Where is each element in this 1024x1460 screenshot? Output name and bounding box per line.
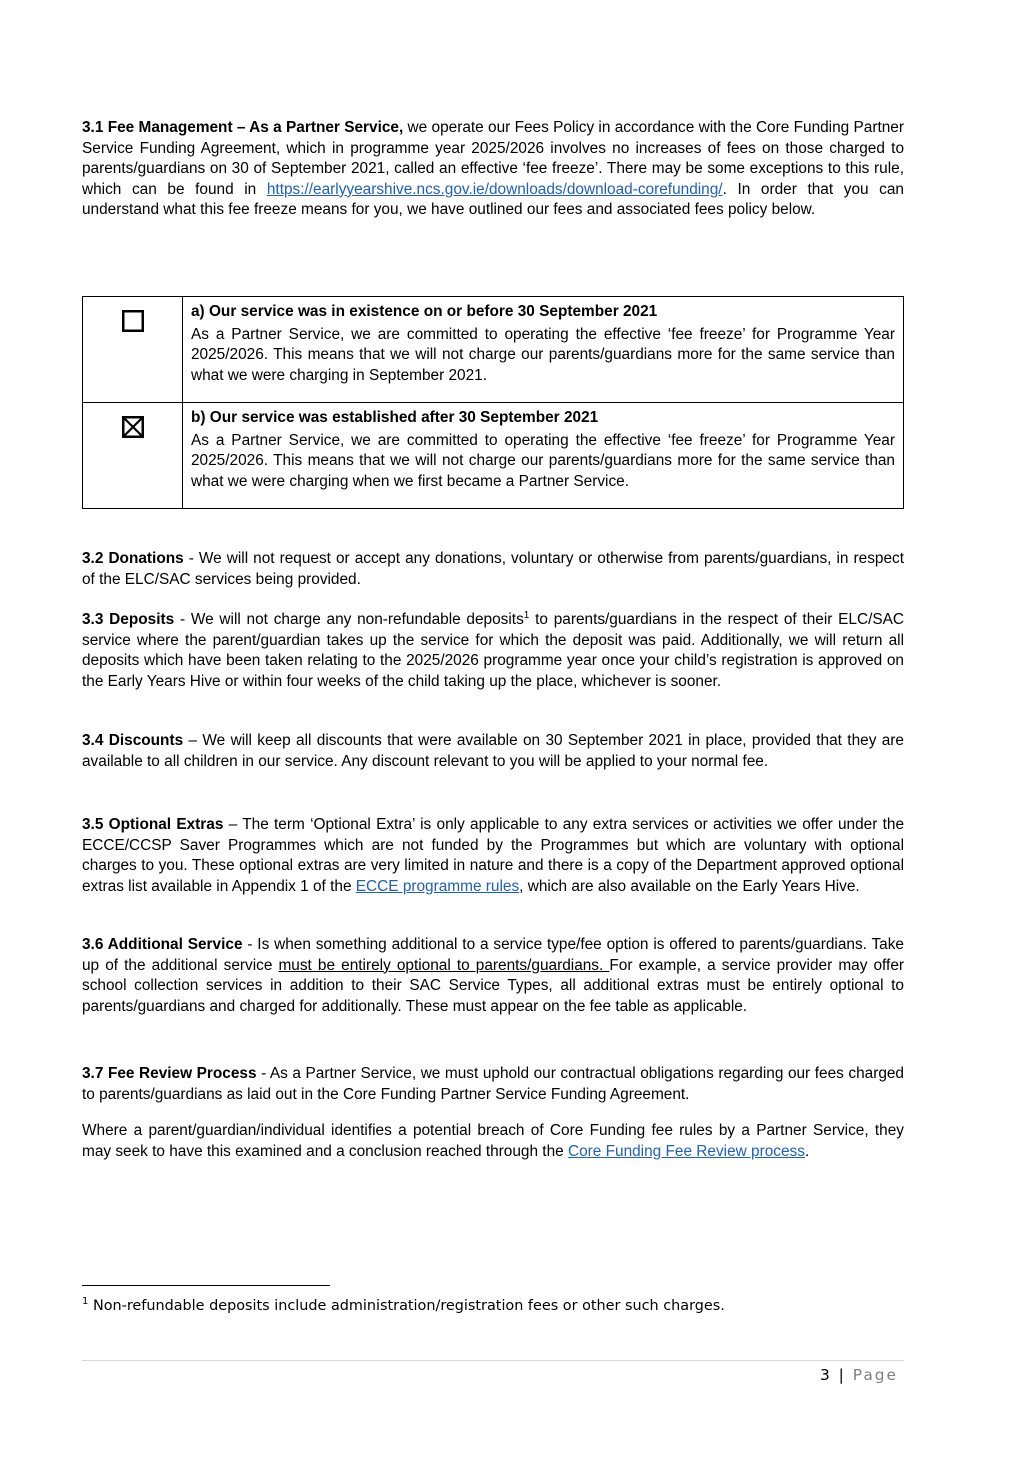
footnote	[82, 1297, 725, 1315]
section-3-2-donations	[82, 549, 904, 590]
section-3-4-discounts	[82, 731, 904, 772]
ecce-programme-rules-link[interactable]: ECCE programme rules	[355, 877, 520, 895]
section-3-6-heading: 3.6 Additional Service	[82, 936, 243, 953]
section-3-3-heading: 3.3 Deposits	[82, 611, 175, 628]
footnote-separator	[82, 1285, 330, 1286]
section-3-6-additional-service	[82, 935, 904, 1017]
section-3-5-optional-extras	[82, 815, 904, 897]
option-row-a	[83, 297, 904, 403]
page-word: Page	[852, 1366, 898, 1384]
core-funding-fee-review-link[interactable]: Core Funding Fee Review process	[567, 1142, 805, 1160]
corefunding-download-link[interactable]: https://earlyyearshive.ncs.gov.ie/downloads/download-corefunding/	[266, 180, 723, 198]
section-3-3-text: - We will not charge any non-refundable deposits	[174, 611, 524, 628]
option-b-body: As a Partner Service, we are committed to operating the effective ‘fee freeze’ for Programme Year 2025/2026. This means that we will not charge our parents/guardians more for the same service than what we were charging when we first became a Partner Service.	[191, 431, 895, 490]
fee-freeze-options-table	[82, 296, 904, 509]
section-3-3-text-end: to parents/guardians in the respect of their ELC/SAC service where the parent/guardian takes up the service for which the deposit was paid. Additionally, we will return all deposits which have been taken relating to the 2025/2026 programme year once your child’s registration is approved on the Early Years Hive or within four weeks of the child taking up the place, whichever is sooner.	[82, 611, 905, 690]
option-a-checkbox-cell	[83, 297, 183, 403]
section-3-2-text: - We will not request or accept any donations, voluntary or otherwise from parents/guardians, in respect of the ELC/SAC services being provided.	[82, 550, 904, 588]
page-number-footer	[820, 1366, 898, 1384]
option-b-text-cell	[183, 403, 904, 509]
section-3-6-text: - Is when something additional to a service type/fee option is offered to parents/guardians. Take up of the additional service	[82, 936, 904, 974]
section-3-4-text: – We will keep all discounts that were available on 30 September 2021 in place, provided that they are available to all children in our service. Any discount relevant to you will be applied to your normal fee.	[82, 732, 904, 770]
section-3-1-text: we operate our Fees Policy in accordance with the Core Funding Partner Service Funding Agreement, which in programme year 2025/2026 involves no increases of fees on those charged to parents/guardians on 30 of September 2021, called an effective ‘fee freeze’. There may be some exceptions to this rule, which can be found in	[82, 119, 904, 198]
option-a-title: a) Our service was in existence on or before 30 September 2021	[191, 303, 658, 320]
footnote-text: Non-refundable deposits include administration/registration fees or other such charges.	[88, 1298, 725, 1314]
footnote-marker: 1	[82, 1296, 89, 1308]
section-3-6-underlined-text: must be entirely optional to parents/guardians.	[278, 956, 610, 974]
section-3-5-text: – The term ‘Optional Extra’ is only applicable to any extra services or activities we offer under the ECCE/CCSP Saver Programmes which are not funded by the Programmes but which are voluntary with optional charges to you. These optional extras are very limited in nature and there is a copy of the Department approved optional extras list available in Appendix 1 of the	[82, 816, 905, 895]
footer-divider	[82, 1360, 904, 1361]
breach-text: Where a parent/guardian/individual identifies a potential breach of Core Funding fee rules by a Partner Service, they may seek to have this examined and a conclusion reached through the	[82, 1122, 904, 1160]
option-a-text-cell	[183, 297, 904, 403]
section-3-5-heading: 3.5 Optional Extras	[82, 816, 224, 833]
section-3-5-text-end: , which are also available on the Early Years Hive.	[519, 877, 860, 895]
section-3-1-fee-management	[82, 118, 904, 221]
unchecked-checkbox-icon[interactable]	[122, 310, 144, 332]
page-separator: |	[831, 1366, 853, 1384]
section-3-7-heading: 3.7 Fee Review Process	[82, 1065, 257, 1082]
section-3-1-text-end: . In order that you can understand what this fee freeze means for you, we have outlined our fees and associated fees policy below.	[82, 180, 904, 219]
option-b-title: b) Our service was established after 30 September 2021	[191, 409, 599, 426]
checked-checkbox-icon[interactable]	[122, 416, 144, 438]
section-3-4-heading: 3.4 Discounts	[82, 732, 184, 749]
option-row-b	[83, 403, 904, 509]
option-b-checkbox-cell	[83, 403, 183, 509]
section-3-7-text: - As a Partner Service, we must uphold our contractual obligations regarding our fees charged to parents/guardians as laid out in the Core Funding Partner Service Funding Agreement.	[82, 1065, 904, 1103]
footnote-reference[interactable]: 1	[523, 609, 530, 621]
fee-review-breach-paragraph	[82, 1121, 904, 1162]
section-3-2-heading: 3.2 Donations	[82, 550, 184, 567]
page-number: 3	[819, 1366, 832, 1384]
section-3-7-fee-review-process	[82, 1064, 904, 1105]
section-3-3-deposits	[82, 610, 904, 692]
option-a-body: As a Partner Service, we are committed to operating the effective ‘fee freeze’ for Programme Year 2025/2026. This means that we will not charge our parents/guardians more for the same service than what we were charging in September 2021.	[191, 325, 895, 384]
section-3-1-heading: 3.1 Fee Management – As a Partner Service,	[82, 119, 404, 136]
section-3-6-text-end: For example, a service provider may offer school collection services in addition to their SAC Service Types, all additional extras must be entirely optional to parents/guardians and charged for additionally. These must appear on the fee table as applicable.	[82, 956, 905, 1015]
breach-text-end: .	[804, 1142, 810, 1160]
